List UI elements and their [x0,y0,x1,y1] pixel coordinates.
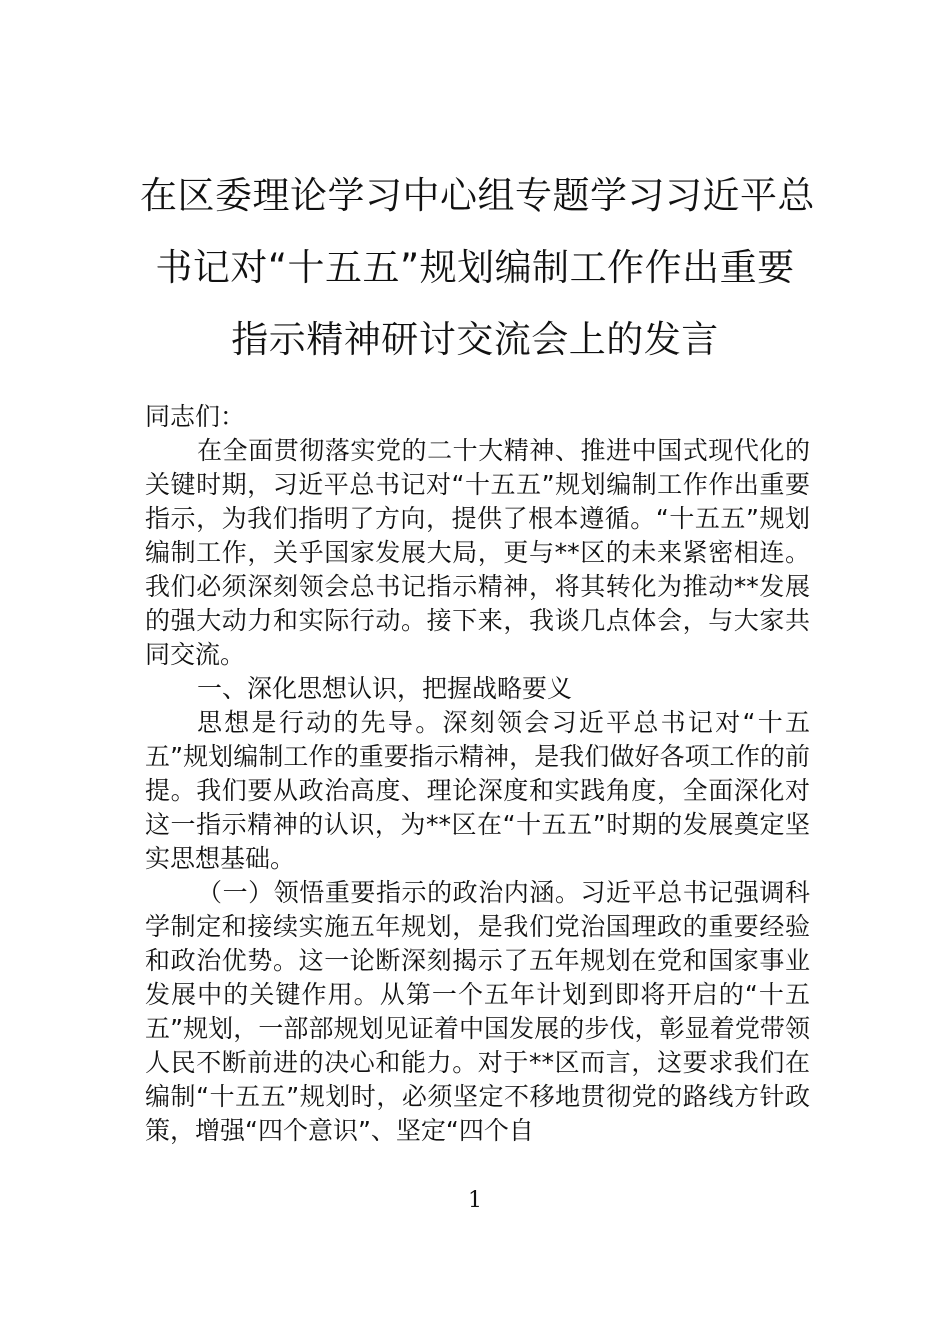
document-title [140,160,815,376]
page-number: 1 [468,1188,482,1213]
title-line-2: 书记对“十五五”规划编制工作作出重要 [155,246,795,289]
paragraph-section-1: 思想是行动的先导。深刻领会习近平总书记对“十五五”规划编制工作的重要指示精神，是我们做好各项工作的前提。我们要从政治高度、理论深度和实践角度，全面深化对这一指示精神的认识，为**区在“十五五”时期的发展奠定坚实思想基础。 [145,708,810,873]
title-line-1: 在区委理论学习中心组专题学习习近平总 [140,174,815,217]
paragraph-subsection-1: （一）领悟重要指示的政治内涵。习近平总书记强调科学制定和接续实施五年规划，是我们党治国理政的重要经验和政治优势。这一论断深刻揭示了五年规划在党和国家事业发展中的关键作用。从第一个五年计划到即将开启的“十五五”规划，一部部规划见证着中国发展的步伐，彰显着党带领人民不断前进的决心和能力。对于**区而言，这要求我们在编制“十五五”规划时，必须坚定不移地贯彻党的路线方针政策，增强“四个意识”、坚定“四个自 [145,878,810,1145]
paragraph-intro: 在全面贯彻落实党的二十大精神、推进中国式现代化的关键时期，习近平总书记对“十五五”规划编制工作作出重要指示，为我们指明了方向，提供了根本遵循。“十五五”规划编制工作，关乎国家发展大局，更与**区的未来紧密相连。我们必须深刻领会总书记指示精神，将其转化为推动**发展的强大动力和实际行动。接下来，我谈几点体会，与大家共同交流。 [145,436,810,669]
title-line-3: 指示精神研讨交流会上的发言 [231,318,719,361]
document-body [145,400,810,1148]
section-heading-1: 一、深化思想认识，把握战略要义 [197,674,573,703]
salutation: 同志们： [145,402,246,431]
